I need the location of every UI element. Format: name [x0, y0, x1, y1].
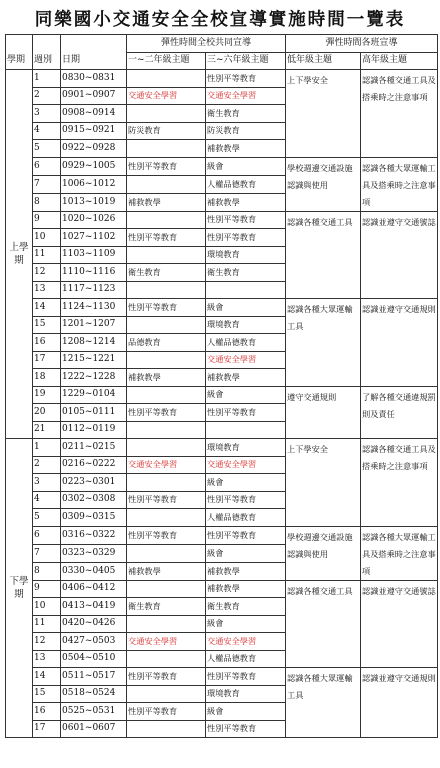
week-number: 14 — [33, 299, 61, 317]
date-range: 1208~1214 — [61, 334, 127, 352]
low-grade-topic: 上下學安全 — [286, 439, 361, 527]
week-number: 20 — [33, 404, 61, 422]
grade-3-6-topic: 環境教育 — [206, 316, 286, 334]
high-grade-topic: 認識並遵守交通規則 — [361, 668, 438, 738]
date-range: 0413~0419 — [61, 598, 127, 616]
grade-3-6-topic: 性別平等教育 — [206, 229, 286, 247]
week-number: 4 — [33, 491, 61, 509]
date-range: 0901~0907 — [61, 87, 127, 105]
grade-1-2-topic: 性別平等教育 — [127, 229, 206, 247]
semester-label — [6, 439, 33, 738]
grade-1-2-topic: 交通安全學習 — [127, 633, 206, 651]
high-grade-topic: 認識並遵守交通號誌 — [361, 211, 438, 299]
week-number: 16 — [33, 703, 61, 721]
grade-3-6-topic: 衛生教育 — [206, 264, 286, 282]
grade-1-2-topic — [127, 316, 206, 334]
date-range: 0420~0426 — [61, 615, 127, 633]
grade-1-2-topic: 性別平等教育 — [127, 668, 206, 686]
date-range: 0112~0119 — [61, 421, 127, 439]
date-range: 0309~0315 — [61, 509, 127, 527]
week-number: 10 — [33, 229, 61, 247]
date-range: 0223~0301 — [61, 474, 127, 492]
date-range: 1222~1228 — [61, 369, 127, 387]
week-number: 9 — [33, 580, 61, 598]
header-corner-top — [33, 35, 61, 53]
grade-3-6-topic: 衛生教育 — [206, 598, 286, 616]
week-number: 12 — [33, 633, 61, 651]
semester-label-line: 期 — [14, 255, 24, 266]
table-row — [6, 439, 438, 457]
week-number: 13 — [33, 281, 61, 299]
grade-3-6-topic: 環境教育 — [206, 246, 286, 264]
week-number: 10 — [33, 598, 61, 616]
grade-1-2-topic — [127, 211, 206, 229]
header-corner-top — [61, 35, 127, 53]
table-row — [6, 211, 438, 229]
week-number: 17 — [33, 720, 61, 738]
date-range: 0929~1005 — [61, 157, 127, 175]
date-range: 0316~0322 — [61, 526, 127, 544]
grade-3-6-topic: 環境教育 — [206, 685, 286, 703]
date-range: 1215~1221 — [61, 351, 127, 369]
semester-label — [6, 70, 33, 439]
schedule-table — [5, 34, 438, 738]
grade-3-6-topic: 性別平等教育 — [206, 668, 286, 686]
grade-1-2-topic — [127, 105, 206, 123]
semester-label-line: 上學 — [9, 242, 29, 253]
grade-3-6-topic: 環境教育 — [206, 439, 286, 457]
week-number: 8 — [33, 562, 61, 580]
low-grade-topic: 認識各種交通工具 — [286, 211, 361, 299]
week-number: 8 — [33, 193, 61, 211]
grade-3-6-topic: 級會 — [206, 615, 286, 633]
grade-1-2-topic — [127, 720, 206, 738]
week-number: 2 — [33, 456, 61, 474]
high-grade-topic: 認識並遵守交通規則 — [361, 299, 438, 387]
grade-1-2-topic: 性別平等教育 — [127, 404, 206, 422]
date-range: 0211~0215 — [61, 439, 127, 457]
grade-1-2-topic — [127, 421, 206, 439]
grade-3-6-topic: 人權品德教育 — [206, 334, 286, 352]
grade-1-2-topic: 衛生教育 — [127, 264, 206, 282]
grade-1-2-topic — [127, 439, 206, 457]
table-row — [6, 668, 438, 686]
header-group-school: 彈性時間全校共同宣導 — [127, 35, 286, 53]
grade-1-2-topic: 防災教育 — [127, 122, 206, 140]
week-number: 3 — [33, 105, 61, 123]
high-grade-topic: 認識並遵守交通號誌 — [361, 580, 438, 668]
grade-3-6-topic: 補救教學 — [206, 193, 286, 211]
low-grade-topic: 學校週邊交通設施認識與使用 — [286, 526, 361, 580]
week-number: 12 — [33, 264, 61, 282]
grade-3-6-topic: 級會 — [206, 386, 286, 404]
header-group-class: 彈性時間各班宣導 — [286, 35, 438, 53]
grade-3-6-topic — [206, 421, 286, 439]
week-number: 13 — [33, 650, 61, 668]
date-range: 0216~0222 — [61, 456, 127, 474]
grade-1-2-topic — [127, 685, 206, 703]
grade-1-2-topic — [127, 246, 206, 264]
week-number: 21 — [33, 421, 61, 439]
grade-3-6-topic: 交通安全學習 — [206, 87, 286, 105]
high-grade-topic: 認識各種交通工具及搭乘時之注意事項 — [361, 70, 438, 158]
date-range: 1117~1123 — [61, 281, 127, 299]
table-row — [6, 70, 438, 88]
grade-1-2-topic: 性別平等教育 — [127, 157, 206, 175]
date-range: 1013~1019 — [61, 193, 127, 211]
date-range: 0830~0831 — [61, 70, 127, 88]
grade-1-2-topic — [127, 580, 206, 598]
grade-1-2-topic — [127, 140, 206, 158]
grade-3-6-topic: 性別平等教育 — [206, 211, 286, 229]
grade-1-2-topic: 補救教學 — [127, 193, 206, 211]
grade-3-6-topic — [206, 281, 286, 299]
date-range: 0105~0111 — [61, 404, 127, 422]
header-row-groups — [6, 35, 438, 53]
header-grade-3-6: 三~六年級主題 — [206, 52, 286, 70]
date-range: 0427~0503 — [61, 633, 127, 651]
table-row — [6, 526, 438, 544]
low-grade-topic: 學校週邊交通設施認識與使用 — [286, 157, 361, 211]
week-number: 7 — [33, 175, 61, 193]
low-grade-topic: 認識各種大眾運輸工具 — [286, 668, 361, 738]
date-range: 0518~0524 — [61, 685, 127, 703]
grade-1-2-topic: 性別平等教育 — [127, 526, 206, 544]
grade-1-2-topic: 衛生教育 — [127, 598, 206, 616]
grade-1-2-topic — [127, 615, 206, 633]
grade-1-2-topic — [127, 509, 206, 527]
week-number: 11 — [33, 615, 61, 633]
week-number: 5 — [33, 140, 61, 158]
grade-1-2-topic: 性別平等教育 — [127, 703, 206, 721]
date-range: 1229~0104 — [61, 386, 127, 404]
week-number: 18 — [33, 369, 61, 387]
header-high-grade: 高年級主題 — [361, 52, 438, 70]
date-range: 1201~1207 — [61, 316, 127, 334]
date-range: 0511~0517 — [61, 668, 127, 686]
date-range: 1006~1012 — [61, 175, 127, 193]
grade-1-2-topic: 性別平等教育 — [127, 491, 206, 509]
week-number: 1 — [33, 70, 61, 88]
date-range: 1110~1116 — [61, 264, 127, 282]
date-range: 1020~1026 — [61, 211, 127, 229]
date-range: 0922~0928 — [61, 140, 127, 158]
table-row — [6, 299, 438, 317]
grade-3-6-topic: 性別平等教育 — [206, 526, 286, 544]
table-row — [6, 386, 438, 404]
date-range: 0915~0921 — [61, 122, 127, 140]
grade-3-6-topic: 交通安全學習 — [206, 351, 286, 369]
header-date: 日期 — [61, 52, 127, 70]
header-week: 週別 — [33, 52, 61, 70]
table-row — [6, 157, 438, 175]
grade-1-2-topic — [127, 650, 206, 668]
week-number: 9 — [33, 211, 61, 229]
high-grade-topic: 了解各種交通違規罰則及責任 — [361, 386, 438, 439]
grade-3-6-topic: 性別平等教育 — [206, 720, 286, 738]
grade-3-6-topic: 人權品德教育 — [206, 509, 286, 527]
week-number: 15 — [33, 685, 61, 703]
grade-3-6-topic: 性別平等教育 — [206, 491, 286, 509]
page-title: 同樂國小交通安全全校宣導實施時間一覽表 — [34, 10, 406, 30]
grade-1-2-topic — [127, 70, 206, 88]
header-low-grade: 低年級主題 — [286, 52, 361, 70]
date-range: 0302~0308 — [61, 491, 127, 509]
grade-3-6-topic: 級會 — [206, 544, 286, 562]
grade-1-2-topic — [127, 351, 206, 369]
semester-label-line: 下學 — [9, 576, 29, 587]
date-range: 0525~0531 — [61, 703, 127, 721]
grade-3-6-topic: 級會 — [206, 299, 286, 317]
date-range: 0330~0405 — [61, 562, 127, 580]
date-range: 1124~1130 — [61, 299, 127, 317]
grade-3-6-topic: 級會 — [206, 157, 286, 175]
grade-3-6-topic: 補救教學 — [206, 580, 286, 598]
date-range: 0908~0914 — [61, 105, 127, 123]
date-range: 1103~1109 — [61, 246, 127, 264]
week-number: 6 — [33, 157, 61, 175]
low-grade-topic: 遵守交通規則 — [286, 386, 361, 439]
date-range: 0504~0510 — [61, 650, 127, 668]
grade-1-2-topic — [127, 281, 206, 299]
grade-1-2-topic — [127, 386, 206, 404]
low-grade-topic: 上下學安全 — [286, 70, 361, 158]
grade-1-2-topic: 品德教育 — [127, 334, 206, 352]
week-number: 7 — [33, 544, 61, 562]
header-row-columns — [6, 52, 438, 70]
high-grade-topic: 認識各種大眾運輸工具及搭乘時之注意事項 — [361, 157, 438, 211]
semester-label-line: 期 — [14, 589, 24, 600]
grade-1-2-topic: 交通安全學習 — [127, 456, 206, 474]
week-number: 16 — [33, 334, 61, 352]
grade-1-2-topic — [127, 474, 206, 492]
high-grade-topic: 認識各種交通工具及搭乘時之注意事項 — [361, 439, 438, 527]
week-number: 6 — [33, 526, 61, 544]
low-grade-topic: 認識各種交通工具 — [286, 580, 361, 668]
date-range: 1027~1102 — [61, 229, 127, 247]
grade-1-2-topic: 補救教學 — [127, 369, 206, 387]
grade-3-6-topic: 交通安全學習 — [206, 633, 286, 651]
grade-3-6-topic: 性別平等教育 — [206, 404, 286, 422]
low-grade-topic: 認識各種大眾運輸工具 — [286, 299, 361, 387]
date-range: 0323~0329 — [61, 544, 127, 562]
grade-3-6-topic: 衛生教育 — [206, 105, 286, 123]
week-number: 17 — [33, 351, 61, 369]
header-corner-top — [6, 35, 33, 53]
week-number: 14 — [33, 668, 61, 686]
grade-3-6-topic: 級會 — [206, 474, 286, 492]
grade-1-2-topic — [127, 175, 206, 193]
grade-3-6-topic: 級會 — [206, 703, 286, 721]
date-range: 0406~0412 — [61, 580, 127, 598]
week-number: 11 — [33, 246, 61, 264]
grade-3-6-topic: 人權品德教育 — [206, 650, 286, 668]
grade-3-6-topic: 補救教學 — [206, 140, 286, 158]
grade-3-6-topic: 防災教育 — [206, 122, 286, 140]
header-semester: 學期 — [6, 52, 33, 70]
grade-3-6-topic: 補救教學 — [206, 562, 286, 580]
week-number: 15 — [33, 316, 61, 334]
grade-3-6-topic: 補救教學 — [206, 369, 286, 387]
week-number: 19 — [33, 386, 61, 404]
week-number: 3 — [33, 474, 61, 492]
week-number: 2 — [33, 87, 61, 105]
high-grade-topic: 認識各種大眾運輸工具及搭乘時之注意事項 — [361, 526, 438, 580]
grade-1-2-topic: 交通安全學習 — [127, 87, 206, 105]
header-grade-1-2: 一~二年級主題 — [127, 52, 206, 70]
week-number: 4 — [33, 122, 61, 140]
date-range: 0601~0607 — [61, 720, 127, 738]
week-number: 1 — [33, 439, 61, 457]
grade-3-6-topic: 交通安全學習 — [206, 456, 286, 474]
grade-1-2-topic: 補救教學 — [127, 562, 206, 580]
grade-3-6-topic: 性別平等教育 — [206, 70, 286, 88]
week-number: 5 — [33, 509, 61, 527]
grade-3-6-topic: 人權品德教育 — [206, 175, 286, 193]
grade-1-2-topic: 性別平等教育 — [127, 299, 206, 317]
grade-1-2-topic — [127, 544, 206, 562]
table-row — [6, 580, 438, 598]
